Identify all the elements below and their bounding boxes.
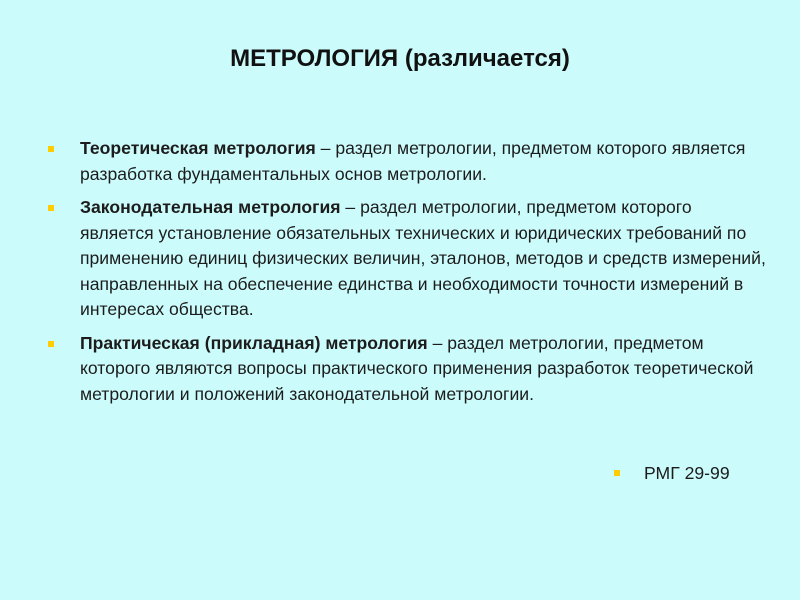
square-bullet-icon [48,146,54,152]
slide-title: МЕТРОЛОГИЯ (различается) [230,45,570,72]
list-item [46,136,766,187]
term-theoretical: Теоретическая метрология [80,138,316,158]
source-label: РМГ 29-99 [644,463,730,483]
square-bullet-icon [48,205,54,211]
list-item [46,195,766,323]
definition-legal: – раздел метрологии, предметом которого является установление обязательных технических и юридических требований по применению единиц физических величин, эталонов, методов и средств измерений, направленных на обеспечение единства и необходимости точности измерений в интересах общества. [80,197,766,319]
term-practical: Практическая (прикладная) метрология [80,332,428,353]
definition-theoretical: – раздел метрологии, предметом которого является разработка фундаментальных основ метрологии. [80,138,746,184]
source-reference [610,461,730,486]
definition-practical: – раздел метрологии, предметом которого являются вопросы практического применения разработок теоретической метрологии и положений законодательной метрологии. [80,332,754,404]
list-item [46,331,766,408]
square-bullet-icon [614,470,620,476]
term-legal: Законодательная метрология [80,197,341,217]
square-bullet-icon [48,341,54,347]
definition-list [46,136,766,415]
